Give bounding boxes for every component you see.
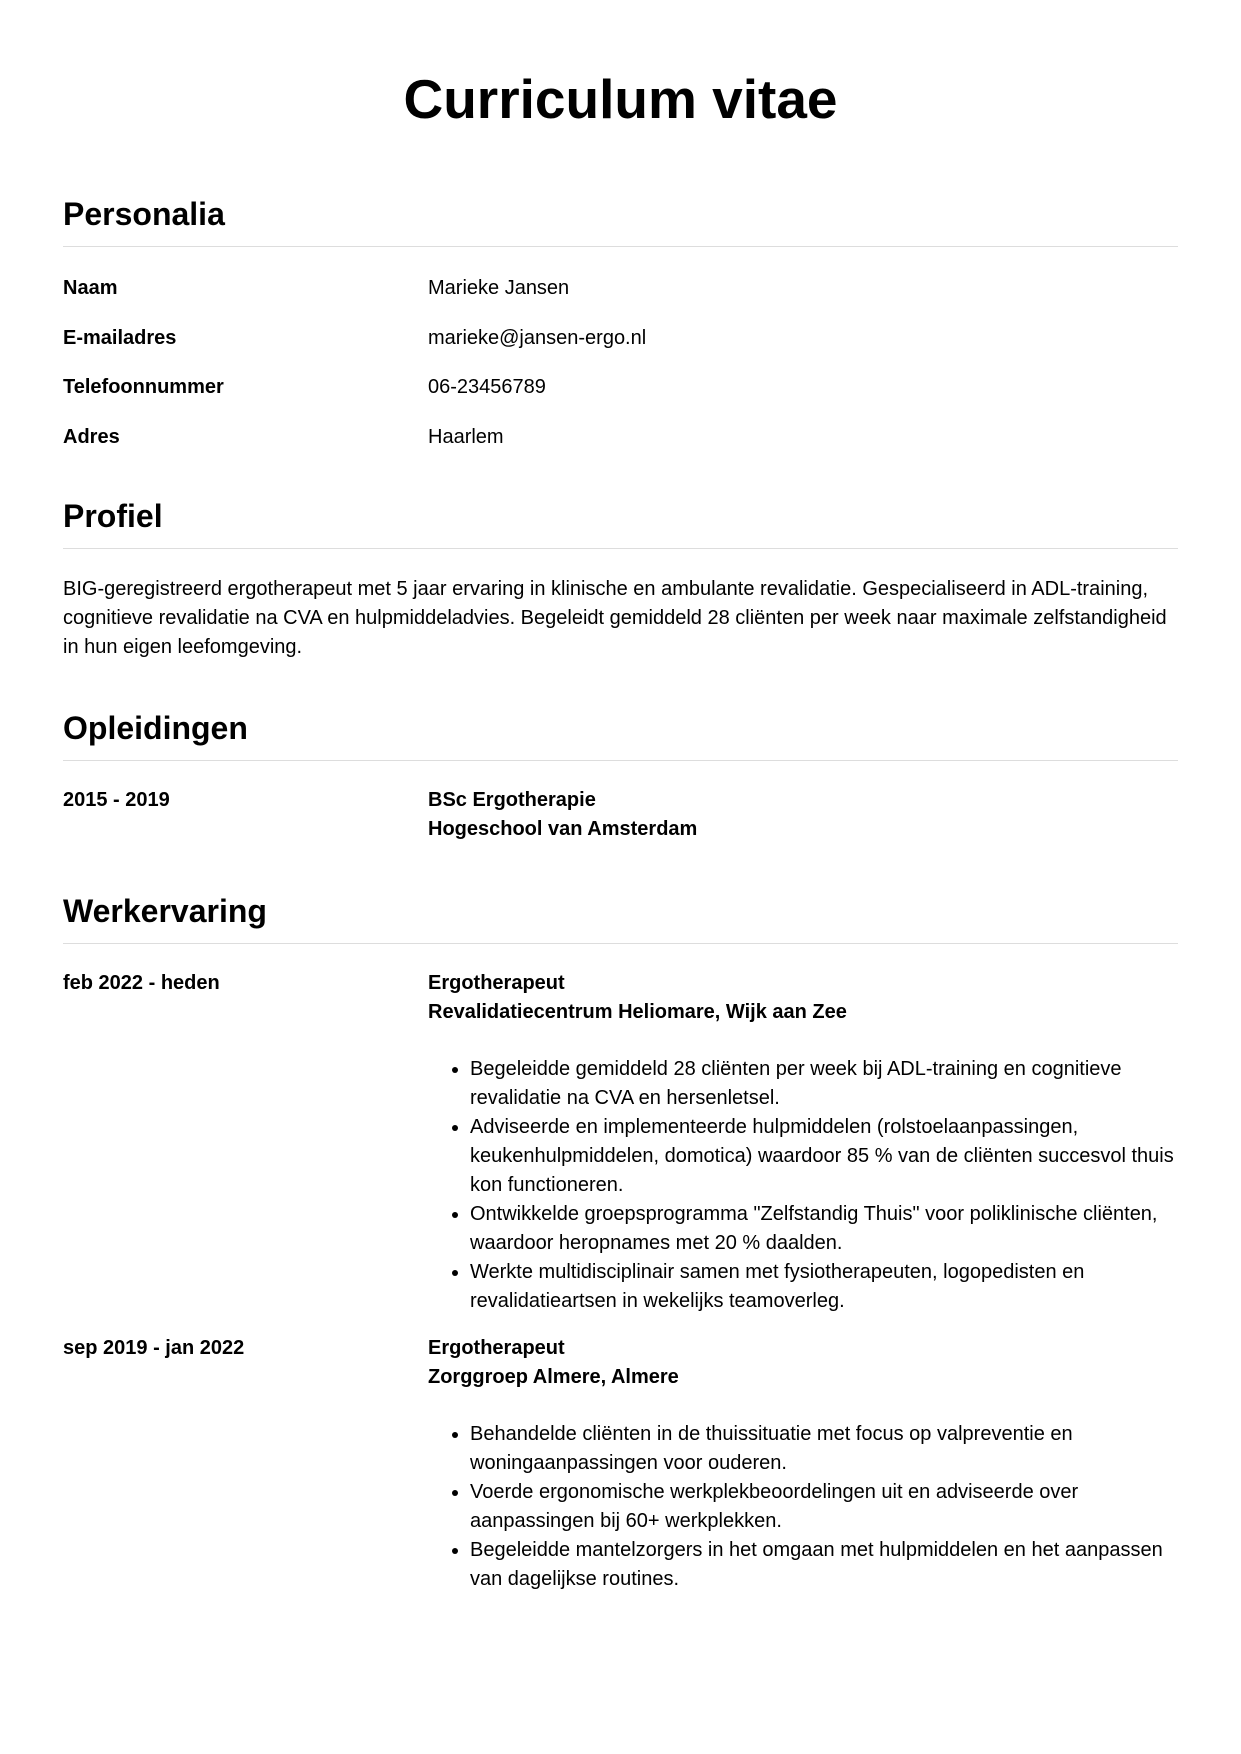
work-period: sep 2019 - jan 2022 [63, 1337, 245, 1359]
personalia-row-telefoon [63, 373, 1178, 423]
section-heading-werkervaring: Werkervaring [63, 891, 1178, 944]
field-value: Marieke Jansen [428, 277, 570, 299]
education-entry [63, 786, 1178, 844]
education-period: 2015 - 2019 [63, 789, 170, 811]
work-details [428, 969, 1178, 1316]
work-bullet-list [428, 1055, 1178, 1316]
work-entry [63, 1334, 1178, 1594]
work-job-title: Ergotherapeut [428, 1337, 565, 1359]
work-bullet: • Voerde ergonomische werkplekbeoordelingen uit en adviseerde over aanpassingen bij 60+ werkplekken. [470, 1478, 1178, 1536]
personalia-list [63, 274, 1178, 472]
work-employer: Revalidatiecentrum Heliomare, Wijk aan Zee [428, 1001, 847, 1023]
document-title: Curriculum vitae [403, 68, 838, 130]
section-personalia [63, 194, 1178, 472]
personalia-row-naam [63, 274, 1178, 324]
work-bullet: • Adviseerde en implementeerde hulpmiddelen (rolstoelaanpassingen, keukenhulpmiddelen, domotica) waardoor 85 % van de cliënten succesvol thuis kon functioneren. [470, 1113, 1178, 1200]
education-institution: Hogeschool van Amsterdam [428, 818, 698, 840]
profile-text: BIG-geregistreerd ergotherapeut met 5 jaar ervaring in klinische en ambulante revalidatie. Gespecialiseerd in ADL-training, cognitieve revalidatie na CVA en hulpmiddeladvies. Begeleidt gemiddeld 28 cliënten per week naar maximale zelfstandigheid in hun eigen leefomgeving. [63, 578, 1167, 658]
work-bullet: • Begeleidde mantelzorgers in het omgaan met hulpmiddelen en het aanpassen van dagelijkse routines. [470, 1536, 1178, 1594]
work-entry [63, 969, 1178, 1316]
section-opleidingen [63, 708, 1178, 844]
work-bullet: • Ontwikkelde groepsprogramma "Zelfstandig Thuis" voor poliklinische cliënten, waardoor heropnames met 20 % daalden. [470, 1200, 1178, 1258]
work-employer: Zorggroep Almere, Almere [428, 1366, 679, 1388]
work-period: feb 2022 - heden [63, 972, 220, 994]
work-bullet: • Werkte multidisciplinair samen met fysiotherapeuten, logopedisten en revalidatieartsen in wekelijks teamoverleg. [470, 1258, 1178, 1316]
field-value: 06-23456789 [428, 376, 546, 398]
personalia-row-adres [63, 423, 1178, 473]
work-bullet: • Begeleidde gemiddeld 28 cliënten per week bij ADL-training en cognitieve revalidatie na CVA en hersenletsel. [470, 1055, 1178, 1113]
field-label: Naam [63, 277, 118, 299]
education-details [428, 786, 1178, 844]
field-value: Haarlem [428, 425, 504, 448]
field-value: marieke@jansen-ergo.nl [428, 326, 647, 349]
work-details [428, 1334, 1178, 1594]
field-label: Telefoonnummer [63, 376, 224, 398]
field-label: E-mailadres [63, 326, 177, 349]
work-job-title: Ergotherapeut [428, 972, 565, 994]
section-werkervaring [63, 891, 1178, 1594]
work-bullet-list [428, 1420, 1178, 1594]
section-heading-profiel: Profiel [63, 496, 1178, 549]
work-bullet: • Behandelde cliënten in de thuissituatie met focus op valpreventie en woningaanpassingen voor ouderen. [470, 1420, 1178, 1478]
field-label: Adres [63, 425, 120, 448]
section-profiel [63, 496, 1178, 662]
section-heading-personalia: Personalia [63, 194, 1178, 247]
personalia-row-email [63, 324, 1178, 374]
education-degree: BSc Ergotherapie [428, 789, 596, 811]
section-heading-opleidingen: Opleidingen [63, 708, 1178, 761]
